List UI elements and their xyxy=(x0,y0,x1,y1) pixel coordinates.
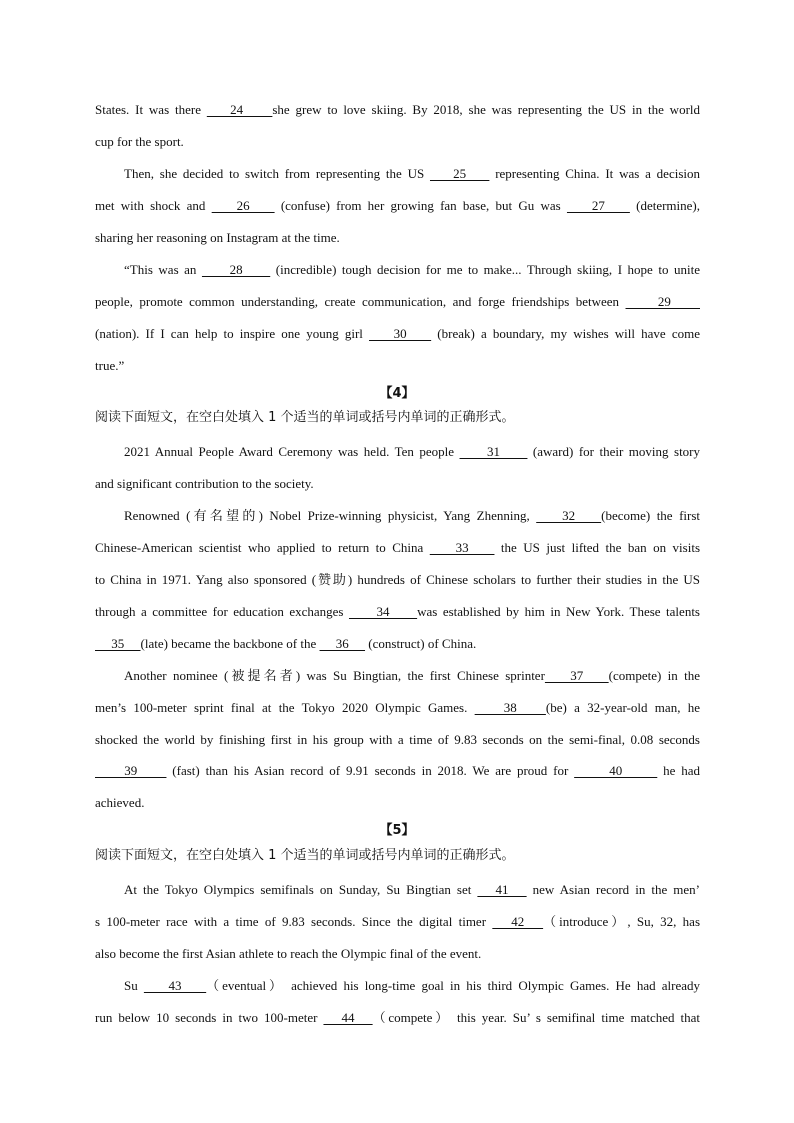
text-run: through a committee for education exchanges xyxy=(95,604,349,619)
text-run: (fast) than his Asian record of 9.91 seconds in 2018. We are proud for xyxy=(166,763,575,778)
answer-blank[interactable]: 40 xyxy=(574,763,658,778)
paragraph-line xyxy=(124,881,700,899)
answer-blank[interactable]: 27 xyxy=(566,198,630,213)
text-run: “This was an xyxy=(124,262,202,277)
text-run: 阅读下面短文，在空白处填入 1 个适当的单词或括号内单词的正确形式。 xyxy=(95,410,515,425)
text-run: States. It was there xyxy=(95,102,207,117)
text-run: people, promote common understanding, create communication, and forge friendships between xyxy=(95,294,626,309)
text-run: (construct) of China. xyxy=(365,636,477,651)
paragraph-line xyxy=(124,507,700,525)
text-run: sharing her reasoning on Instagram at the time. xyxy=(95,230,340,245)
answer-blank[interactable]: 29 xyxy=(625,294,700,309)
text-run: （compete） this year. Su’ s semifinal time matched that xyxy=(372,1010,700,1025)
paragraph-line xyxy=(124,977,700,995)
answer-blank[interactable]: 37 xyxy=(544,668,609,683)
answer-blank[interactable]: 34 xyxy=(348,604,418,619)
paragraph-line xyxy=(95,731,700,749)
answer-blank[interactable]: 30 xyxy=(369,326,432,341)
text-run: (compete) in the xyxy=(608,668,701,683)
text-run: （introduce）, Su, 32, has xyxy=(543,914,701,929)
text-run: (nation). If I can help to inspire one young girl xyxy=(95,326,370,341)
text-run: (be) a 32-year-old man, he xyxy=(545,700,700,715)
paragraph-line xyxy=(95,539,700,557)
text-run: men’s 100-meter sprint final at the Tokyo 2020 Olympic Games. xyxy=(95,700,475,715)
paragraph-line xyxy=(95,325,700,343)
answer-blank[interactable]: 42 xyxy=(492,914,544,929)
text-run: Su xyxy=(124,978,144,993)
text-run: At the Tokyo Olympics semifinals on Sunday, Su Bingtian set xyxy=(124,882,478,897)
text-run: representing China. It was a decision xyxy=(489,166,700,181)
text-run: he had xyxy=(657,763,701,778)
text-run: met with shock and xyxy=(95,198,212,213)
text-run: shocked the world by finishing first in his group with a time of 9.83 seconds on the semi-final, 0.08 seconds xyxy=(95,732,700,747)
text-run: (become) the first xyxy=(601,508,701,523)
section-heading-4: 【4】 xyxy=(379,386,415,401)
text-run: (break) a boundary, my wishes will have come xyxy=(431,326,700,341)
answer-blank[interactable]: 32 xyxy=(536,508,602,523)
paragraph-line xyxy=(95,229,700,247)
answer-blank[interactable]: 36 xyxy=(319,636,366,651)
answer-blank[interactable]: 25 xyxy=(429,166,490,181)
section-instruction xyxy=(95,409,700,427)
paragraph-line xyxy=(95,635,700,653)
text-run: achieved. xyxy=(95,795,145,810)
paragraph-line xyxy=(95,913,700,931)
paragraph-line xyxy=(95,133,700,151)
answer-blank[interactable]: 41 xyxy=(477,882,527,897)
text-run: new Asian record in the men’ xyxy=(526,882,700,897)
text-run: Renowned (有名望的) Nobel Prize-winning physicist, Yang Zhenning, xyxy=(124,508,537,523)
paragraph-line xyxy=(95,197,700,215)
paragraph-line xyxy=(95,794,700,812)
text-run: Another nominee (被提名者) was Su Bingtian, the first Chinese sprinter xyxy=(124,668,545,683)
text-run: (award) for their moving story xyxy=(527,444,701,459)
paragraph-line xyxy=(95,475,700,493)
answer-blank[interactable]: 31 xyxy=(459,444,528,459)
section-instruction xyxy=(95,847,700,865)
paragraph-line xyxy=(95,762,700,780)
text-run: she grew to love skiing. By 2018, she was representing the US in the world xyxy=(272,102,701,117)
answer-blank[interactable]: 39 xyxy=(95,763,167,778)
paragraph-line xyxy=(95,357,700,375)
paragraph-line xyxy=(95,101,700,119)
text-run: and significant contribution to the society. xyxy=(95,476,314,491)
text-run: the US just lifted the ban on visits xyxy=(494,540,700,555)
paragraph-line xyxy=(124,443,700,461)
text-run: (determine), xyxy=(629,198,700,213)
answer-blank[interactable]: 26 xyxy=(211,198,275,213)
paragraph-line xyxy=(95,699,700,717)
text-run: cup for the sport. xyxy=(95,134,184,149)
paragraph-line xyxy=(124,667,700,685)
paragraph-line xyxy=(124,165,700,183)
text-run: was established by him in New York. These talents xyxy=(417,604,700,619)
paragraph-line xyxy=(124,261,700,279)
answer-blank[interactable]: 35 xyxy=(95,636,141,651)
paragraph-line xyxy=(95,603,700,621)
text-run: true.” xyxy=(95,358,125,373)
paragraph-line xyxy=(95,945,700,963)
paragraph-line xyxy=(95,293,700,311)
answer-blank[interactable]: 44 xyxy=(323,1010,373,1025)
answer-blank[interactable]: 33 xyxy=(429,540,495,555)
answer-blank[interactable]: 43 xyxy=(143,978,207,993)
text-run: s 100-meter race with a time of 9.83 seconds. Since the digital timer xyxy=(95,914,493,929)
text-run: Chinese-American scientist who applied to return to China xyxy=(95,540,430,555)
text-run: (late) became the backbone of the xyxy=(140,636,320,651)
text-run: (confuse) from her growing fan base, but Gu was xyxy=(274,198,567,213)
answer-blank[interactable]: 28 xyxy=(201,262,271,277)
text-run: 阅读下面短文，在空白处填入 1 个适当的单词或括号内单词的正确形式。 xyxy=(95,848,515,863)
paragraph-line xyxy=(95,571,700,589)
text-run: also become the first Asian athlete to reach the Olympic final of the event. xyxy=(95,946,482,961)
text-run: 2021 Annual People Award Ceremony was held. Ten people xyxy=(124,444,460,459)
answer-blank[interactable]: 38 xyxy=(474,700,546,715)
text-run: （eventual） achieved his long-time goal in his third Olympic Games. He had already xyxy=(206,978,700,993)
text-run: run below 10 seconds in two 100-meter xyxy=(95,1010,324,1025)
answer-blank[interactable]: 24 xyxy=(206,102,273,117)
text-run: Then, she decided to switch from representing the US xyxy=(124,166,430,181)
text-run: (incredible) tough decision for me to make... Through skiing, I hope to unite xyxy=(270,262,700,277)
text-run: to China in 1971. Yang also sponsored (赞助) hundreds of Chinese scholars to further their studies in the US xyxy=(95,572,700,587)
paragraph-line xyxy=(95,1009,700,1027)
section-heading-5: 【5】 xyxy=(379,823,415,838)
